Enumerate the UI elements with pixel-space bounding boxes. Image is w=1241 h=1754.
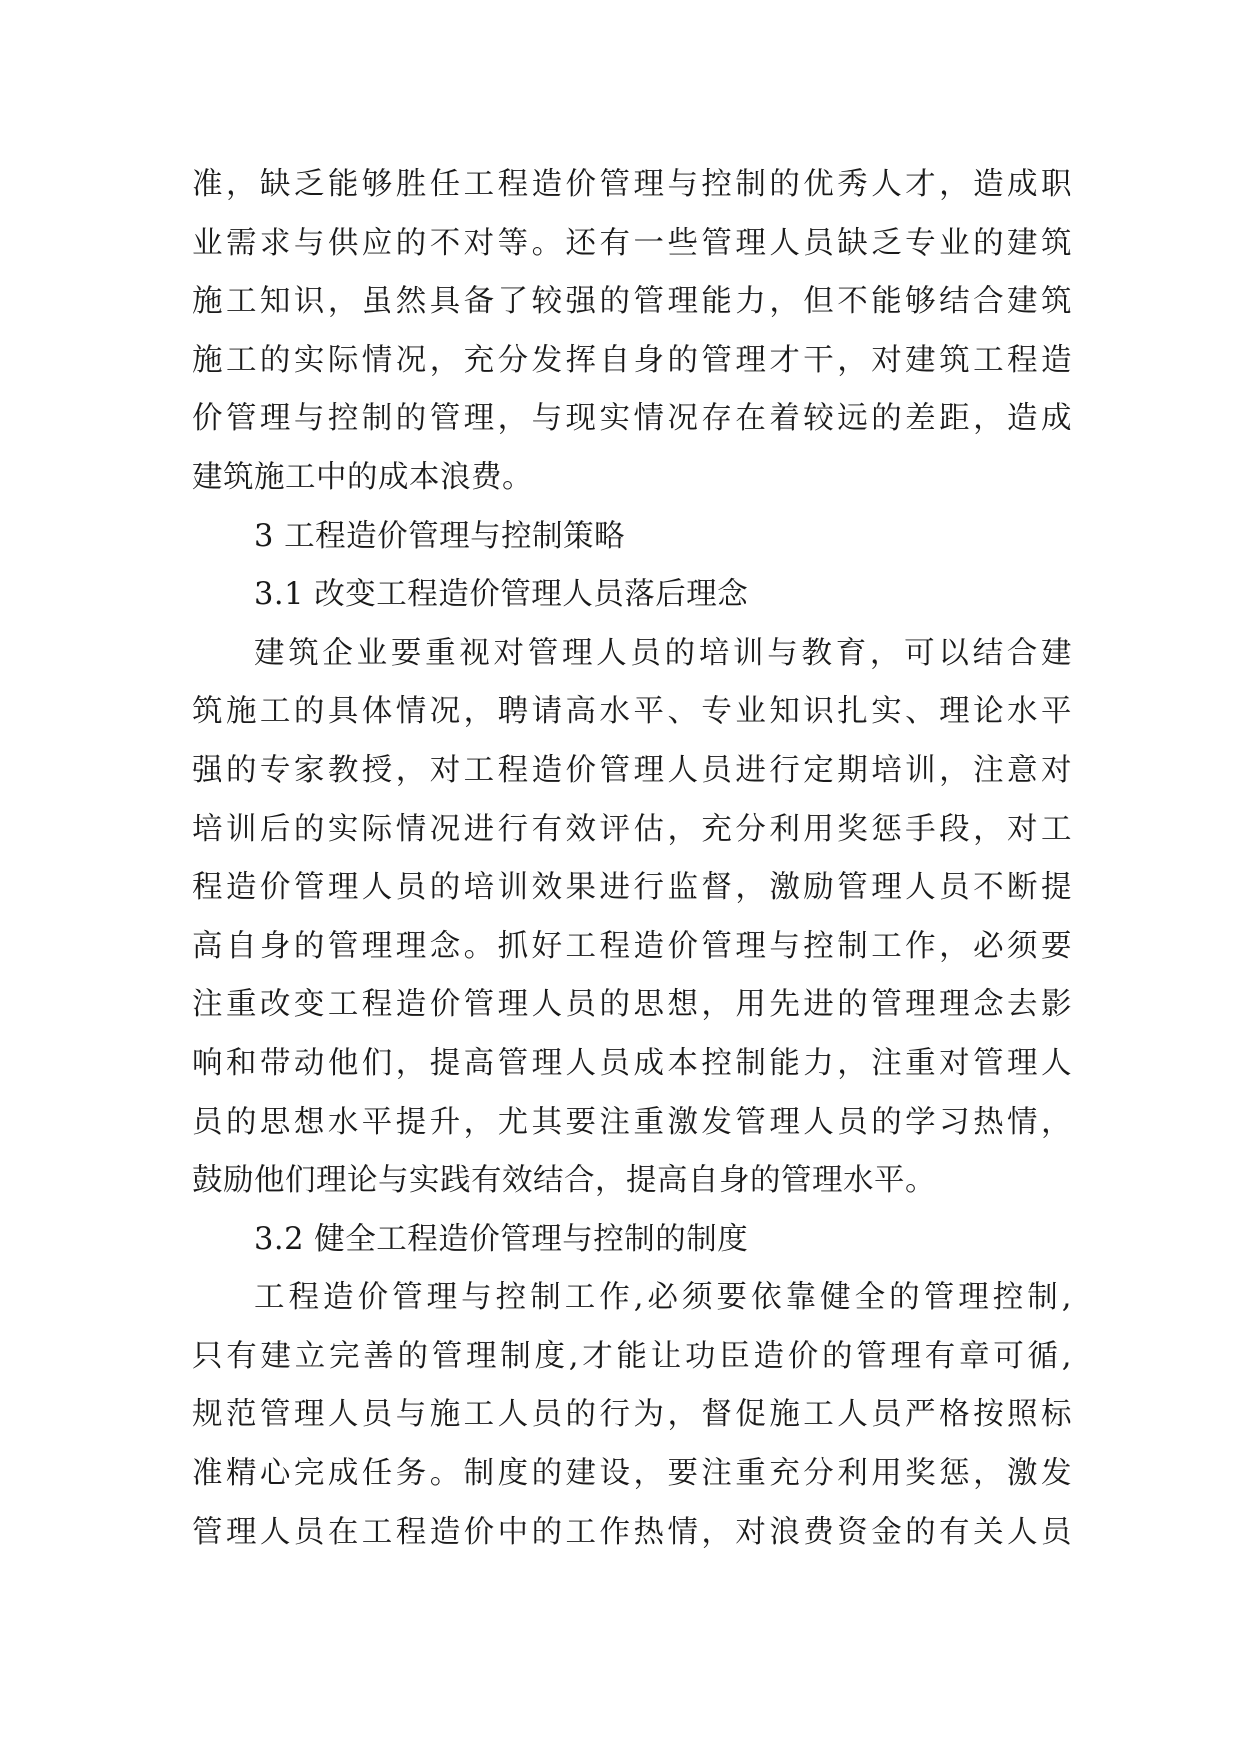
text-line: 只有建立完善的管理制度,才能让功臣造价的管理有章可循, <box>192 1338 1072 1374</box>
body-text <box>192 156 1072 1562</box>
text-line: 施工知识，虽然具备了较强的管理能力，但不能够结合建筑 <box>192 284 1072 320</box>
text-line: 准精心完成任务。制度的建设，要注重充分利用奖惩，激发 <box>192 1456 1072 1492</box>
text-line: 价管理与控制的管理，与现实情况存在着较远的差距，造成 <box>192 401 1072 437</box>
text-line: 筑施工的具体情况，聘请高水平、专业知识扎实、理论水平 <box>192 694 1072 730</box>
subsection-heading: 3.1 改变工程造价管理人员落后理念 <box>254 577 749 613</box>
text-line: 员的思想水平提升，尤其要注重激发管理人员的学习热情， <box>192 1104 1072 1140</box>
text-line: 鼓励他们理论与实践有效结合，提高自身的管理水平。 <box>192 1163 936 1199</box>
text-line: 工程造价管理与控制工作,必须要依靠健全的管理控制, <box>254 1280 1072 1316</box>
text-line: 施工的实际情况，充分发挥自身的管理才干，对建筑工程造 <box>192 342 1072 378</box>
text-line: 规范管理人员与施工人员的行为，督促施工人员严格按照标 <box>192 1397 1072 1433</box>
text-line: 建筑企业要重视对管理人员的培训与教育，可以结合建 <box>254 635 1072 671</box>
subsection-heading: 3.2 健全工程造价管理与控制的制度 <box>254 1221 749 1257</box>
text-line: 程造价管理人员的培训效果进行监督，激励管理人员不断提 <box>192 870 1072 906</box>
text-line: 培训后的实际情况进行有效评估，充分利用奖惩手段，对工 <box>192 811 1072 847</box>
text-line: 管理人员在工程造价中的工作热情，对浪费资金的有关人员 <box>192 1514 1072 1550</box>
text-line: 高自身的管理理念。抓好工程造价管理与控制工作，必须要 <box>192 928 1072 964</box>
text-line: 建筑施工中的成本浪费。 <box>192 459 533 495</box>
text-line: 业需求与供应的不对等。还有一些管理人员缺乏专业的建筑 <box>192 225 1072 261</box>
text-line: 响和带动他们，提高管理人员成本控制能力，注重对管理人 <box>192 1045 1072 1081</box>
text-line: 注重改变工程造价管理人员的思想，用先进的管理理念去影 <box>192 987 1072 1023</box>
text-line: 强的专家教授，对工程造价管理人员进行定期培训，注意对 <box>192 752 1072 788</box>
text-line: 准，缺乏能够胜任工程造价管理与控制的优秀人才，造成职 <box>192 167 1072 202</box>
section-heading: 3 工程造价管理与控制策略 <box>254 518 626 554</box>
